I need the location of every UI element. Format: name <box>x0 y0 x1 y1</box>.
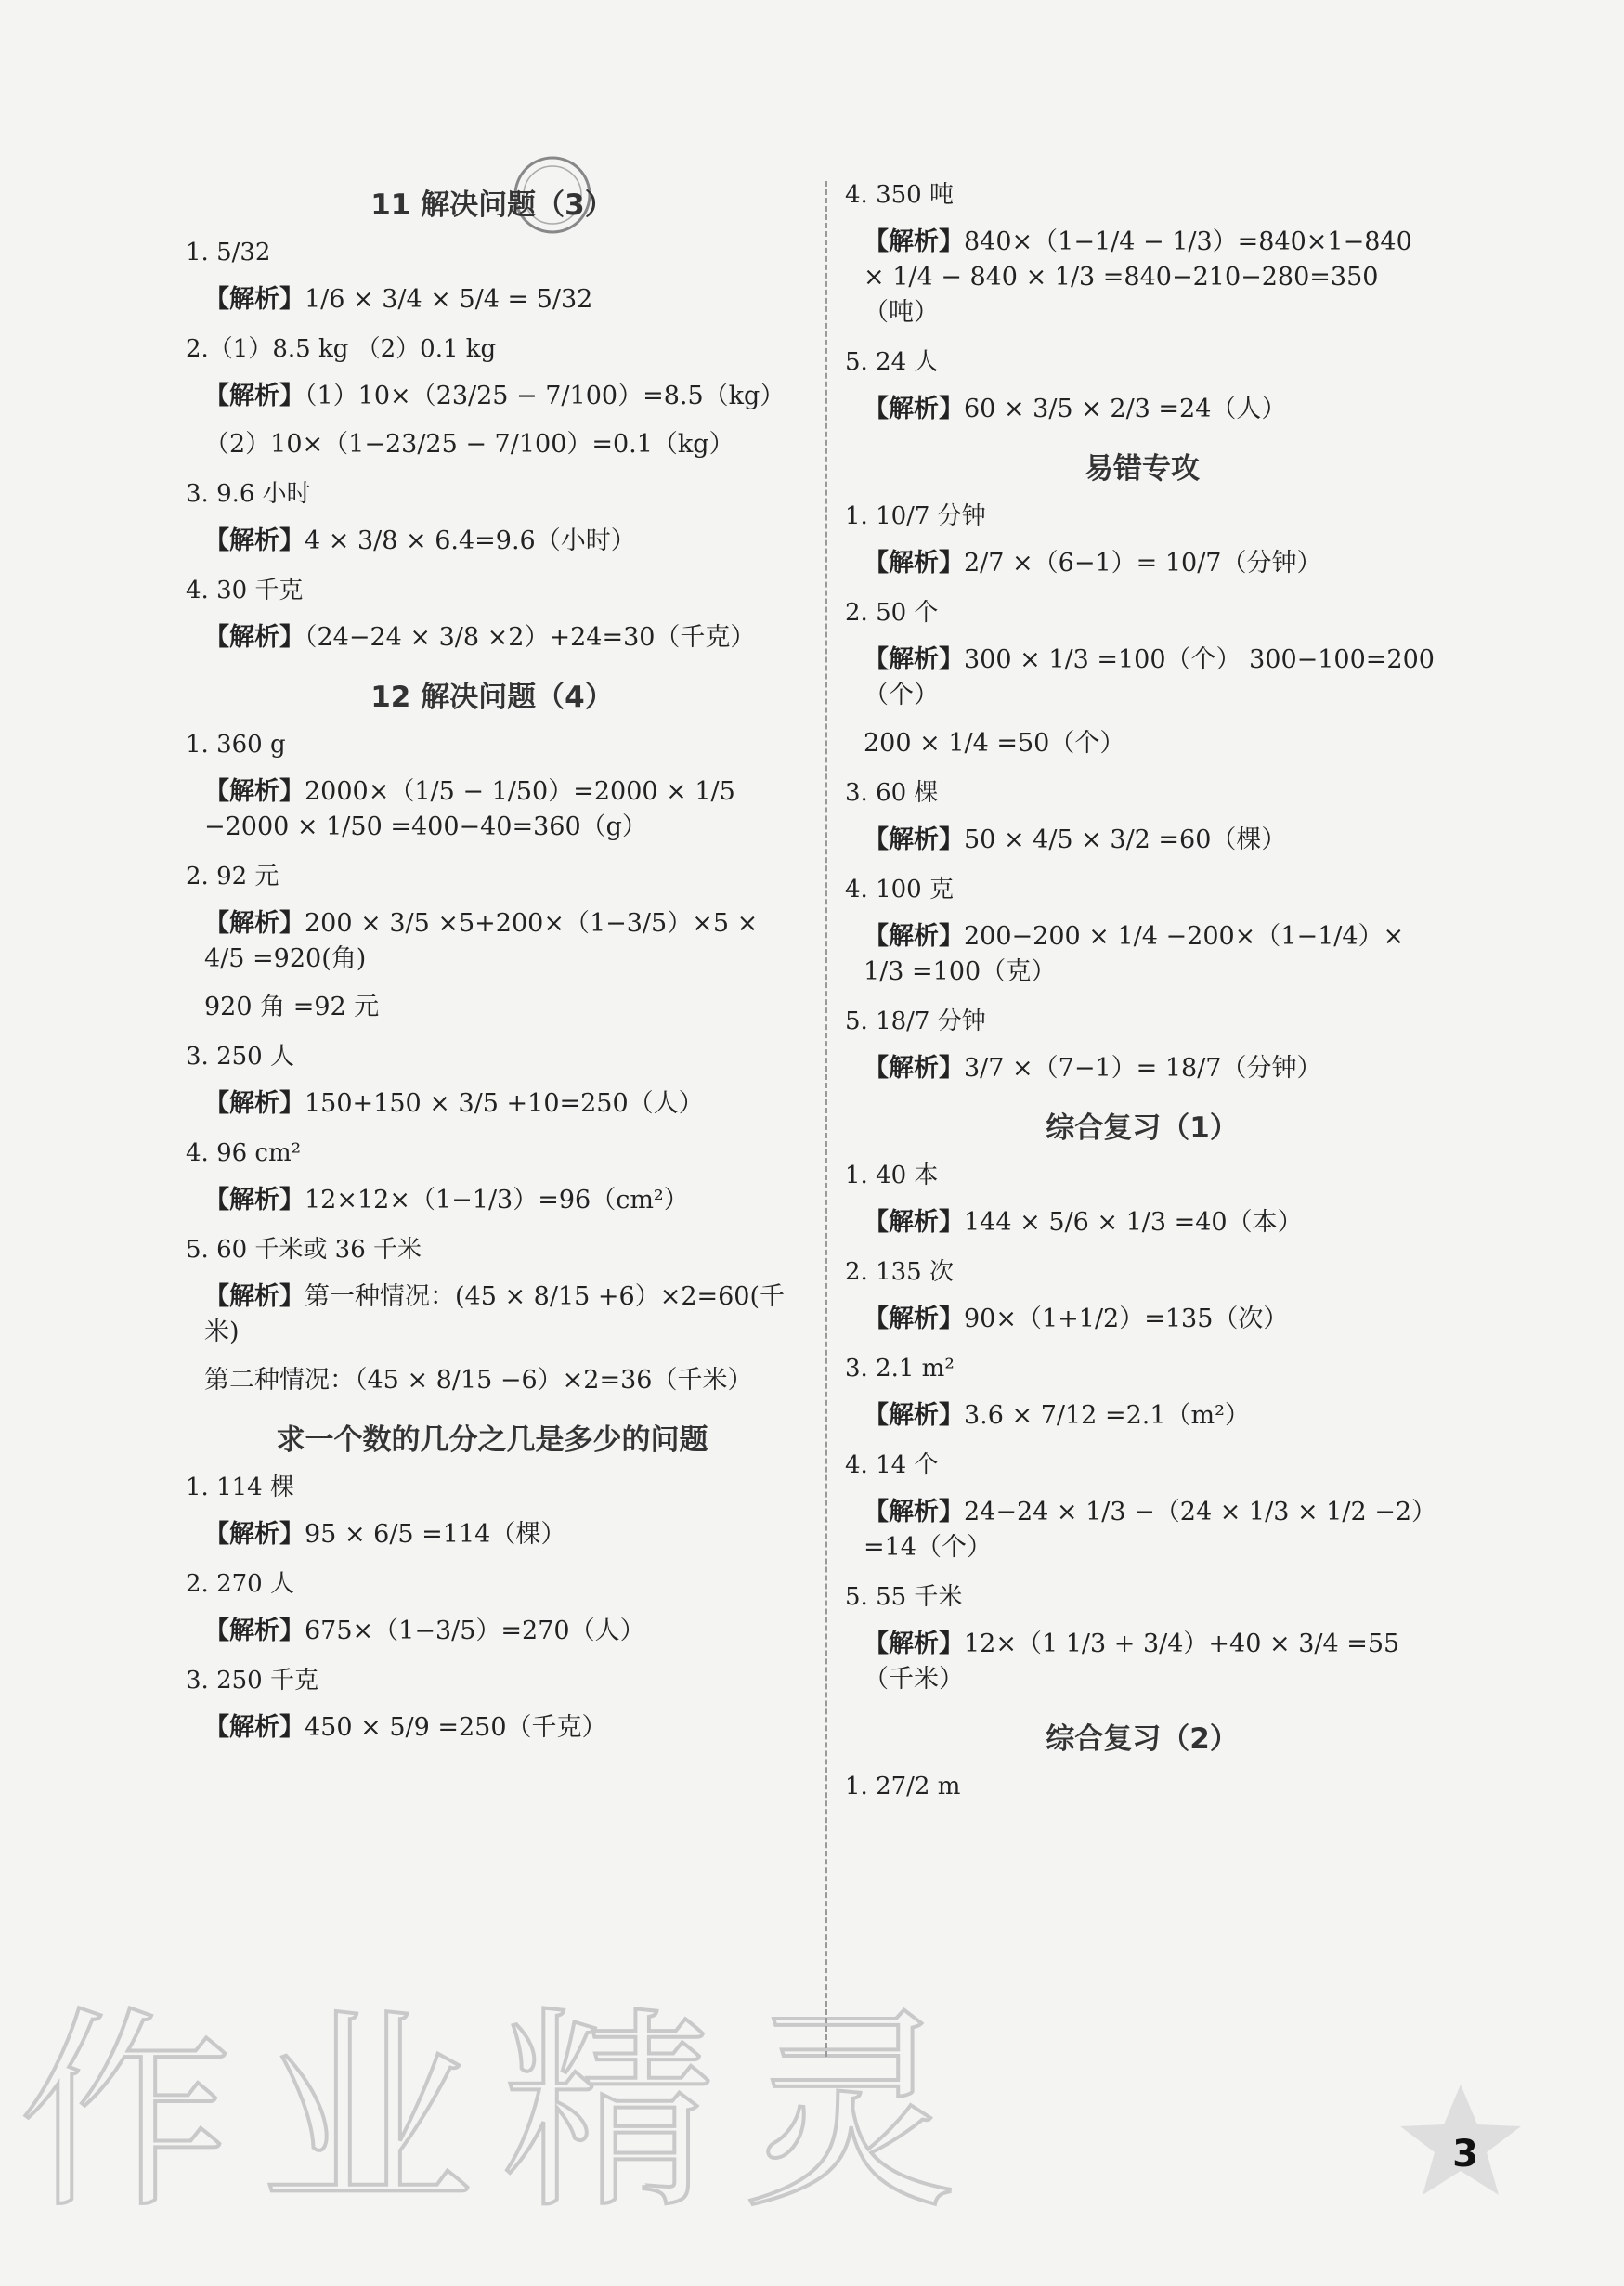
explanation-line <box>864 1627 1439 1697</box>
explanation-formula: 12×12×（1−1/3）=96（cm²） <box>305 1186 689 1214</box>
answer-line: 4. 14 个 <box>845 1451 939 1479</box>
explanation-tag: 【解析】 <box>864 549 964 578</box>
explanation-formula: 2/7 ×（6−1）= 10/7（分钟） <box>964 549 1322 578</box>
right-column <box>845 176 1439 1805</box>
answer-line: 2. 92 元 <box>186 863 279 890</box>
explanation-tag: 【解析】 <box>864 1208 964 1237</box>
explanation-line <box>204 620 799 656</box>
answer-line: 2. 270 人 <box>186 1570 294 1598</box>
explanation-line <box>204 1183 799 1218</box>
explanation-tag: 【解析】 <box>204 623 305 652</box>
explanation-tag: 【解析】 <box>864 1630 964 1658</box>
answer-line: 2. 135 次 <box>845 1258 954 1286</box>
explanation-line <box>204 524 799 559</box>
answer-line: 3. 250 人 <box>186 1043 294 1071</box>
explanation-continuation: （2）10×（1−23/25 − 7/100）=0.1（kg） <box>204 430 734 459</box>
explanation-line <box>204 379 799 414</box>
explanation-tag: 【解析】 <box>204 526 305 555</box>
explanation-line <box>204 774 799 845</box>
explanation-tag: 【解析】 <box>864 1498 964 1526</box>
answer-line: 5. 55 千米 <box>845 1583 963 1611</box>
left-column <box>186 176 799 1759</box>
explanation-formula: 200 × 3/5 ×5+200×（1−3/5）×5 × 4/5 =920(角) <box>204 909 766 973</box>
section-title: 12 解决问题（4） <box>370 681 614 714</box>
explanation-line <box>864 1398 1439 1434</box>
explanation-formula: 2000×（1/5 − 1/50）=2000 × 1/5 −2000 × 1/50 =400−40=360（g） <box>204 777 744 841</box>
explanation-line <box>864 1205 1439 1240</box>
answer-line: 4. 96 cm² <box>186 1139 302 1167</box>
explanation-formula: 60 × 3/5 × 2/3 =24（人） <box>964 395 1287 423</box>
explanation-line <box>864 643 1439 713</box>
explanation-tag: 【解析】 <box>204 382 305 410</box>
explanation-formula: 3.6 × 7/12 =2.1（m²） <box>964 1401 1250 1430</box>
explanation-formula: 第一种情况：(45 × 8/15 +6）×2=60(千米) <box>204 1282 786 1346</box>
explanation-tag: 【解析】 <box>204 1520 305 1549</box>
answer-line: 4. 350 吨 <box>845 181 954 209</box>
explanation-line <box>864 823 1439 858</box>
section-title: 求一个数的几分之几是多少的问题 <box>276 1423 708 1457</box>
explanation-tag: 【解析】 <box>864 922 964 951</box>
answer-line: 3. 9.6 小时 <box>186 480 311 508</box>
explanation-tag: 【解析】 <box>204 285 305 314</box>
answer-line: 5. 18/7 分钟 <box>845 1007 986 1035</box>
answer-line: 1. 27/2 m <box>845 1773 961 1800</box>
explanation-line <box>204 1517 799 1552</box>
explanation-line <box>864 1051 1439 1086</box>
answer-line: 1. 10/7 分钟 <box>845 502 986 530</box>
explanation-formula: 12×（1 1/3 + 3/4）+40 × 3/4 =55（千米） <box>864 1630 1400 1694</box>
explanation-formula: 675×（1−3/5）=270（人） <box>305 1617 645 1645</box>
answer-line: 4. 100 克 <box>845 876 954 903</box>
answer-line: 2.（1）8.5 kg （2）0.1 kg <box>186 335 497 363</box>
answer-line: 1. 360 g <box>186 731 286 759</box>
answer-line: 3. 2.1 m² <box>845 1355 955 1383</box>
explanation-continuation: 200 × 1/4 =50（个） <box>864 729 1125 758</box>
section-title: 综合复习（1） <box>1046 1111 1239 1145</box>
explanation-line <box>864 546 1439 581</box>
watermark: 作业精灵 <box>19 1990 984 2238</box>
column-divider <box>825 181 827 2057</box>
explanation-tag: 【解析】 <box>864 227 964 256</box>
explanation-line <box>204 1710 799 1746</box>
explanation-line <box>864 919 1439 990</box>
explanation-formula: 90×（1+1/2）=135（次） <box>964 1305 1289 1333</box>
explanation-formula: 144 × 5/6 × 1/3 =40（本） <box>964 1208 1303 1237</box>
page-number: 3 <box>1452 2133 1478 2176</box>
answer-line: 2. 50 个 <box>845 599 939 627</box>
section-title: 综合复习（2） <box>1046 1722 1239 1756</box>
answer-line: 1. 5/32 <box>186 239 271 266</box>
explanation-tag: 【解析】 <box>204 777 305 806</box>
section-title: 易错专攻 <box>1085 452 1200 486</box>
explanation-line <box>204 906 799 977</box>
explanation-tag: 【解析】 <box>204 1282 305 1311</box>
explanation-line <box>864 1302 1439 1337</box>
answer-line: 5. 60 千米或 36 千米 <box>186 1236 422 1264</box>
explanation-continuation: 第二种情况：（45 × 8/15 −6）×2=36（千米） <box>204 1366 753 1395</box>
explanation-tag: 【解析】 <box>204 1186 305 1214</box>
explanation-formula: 200−200 × 1/4 −200×（1−1/4）× 1/3 =100（克） <box>864 922 1412 986</box>
explanation-line <box>204 282 799 318</box>
explanation-tag: 【解析】 <box>864 395 964 423</box>
explanation-formula: 50 × 4/5 × 3/2 =60（棵） <box>964 825 1287 854</box>
explanation-line <box>864 392 1439 427</box>
explanation-line <box>864 1495 1439 1565</box>
answer-line: 3. 60 棵 <box>845 779 939 807</box>
explanation-formula: 450 × 5/9 =250（千克） <box>305 1713 607 1742</box>
explanation-tag: 【解析】 <box>864 645 964 674</box>
explanation-formula: 150+150 × 3/5 +10=250（人） <box>305 1089 704 1118</box>
explanation-tag: 【解析】 <box>864 825 964 854</box>
explanation-formula: 3/7 ×（7−1）= 18/7（分钟） <box>964 1054 1322 1083</box>
explanation-line <box>204 1086 799 1122</box>
explanation-continuation: 920 角 =92 元 <box>204 993 380 1021</box>
explanation-formula: （24−24 × 3/8 ×2）+24=30（千克） <box>305 623 756 652</box>
explanation-formula: 840×（1−1/4 − 1/3）=840×1−840 × 1/4 − 840 × 1/3 =840−210−280=350（吨） <box>864 227 1421 327</box>
explanation-formula: 24−24 × 1/3 −（24 × 1/3 × 1/2 −2）=14（个） <box>864 1498 1437 1562</box>
explanation-tag: 【解析】 <box>204 1617 305 1645</box>
answer-line: 1. 114 棵 <box>186 1474 294 1501</box>
explanation-formula: 95 × 6/5 =114（棵） <box>305 1520 566 1549</box>
explanation-formula: 4 × 3/8 × 6.4=9.6（小时） <box>305 526 636 555</box>
explanation-tag: 【解析】 <box>204 1713 305 1742</box>
explanation-line <box>204 1279 799 1350</box>
explanation-tag: 【解析】 <box>204 1089 305 1118</box>
explanation-line <box>864 225 1439 331</box>
section-title: 11 解决问题（3） <box>370 188 614 222</box>
answer-line: 1. 40 本 <box>845 1162 939 1189</box>
answer-line: 4. 30 千克 <box>186 577 304 604</box>
explanation-tag: 【解析】 <box>864 1401 964 1430</box>
explanation-formula: 1/6 × 3/4 × 5/4 = 5/32 <box>305 285 593 314</box>
answer-line: 3. 250 千克 <box>186 1667 318 1695</box>
explanation-tag: 【解析】 <box>204 909 305 938</box>
explanation-line <box>204 1614 799 1649</box>
explanation-formula: 300 × 1/3 =100（个） 300−100=200（个） <box>864 645 1435 709</box>
answer-line: 5. 24 人 <box>845 348 939 376</box>
explanation-tag: 【解析】 <box>864 1305 964 1333</box>
explanation-formula: （1）10×（23/25 − 7/100）=8.5（kg） <box>305 382 786 410</box>
explanation-tag: 【解析】 <box>864 1054 964 1083</box>
